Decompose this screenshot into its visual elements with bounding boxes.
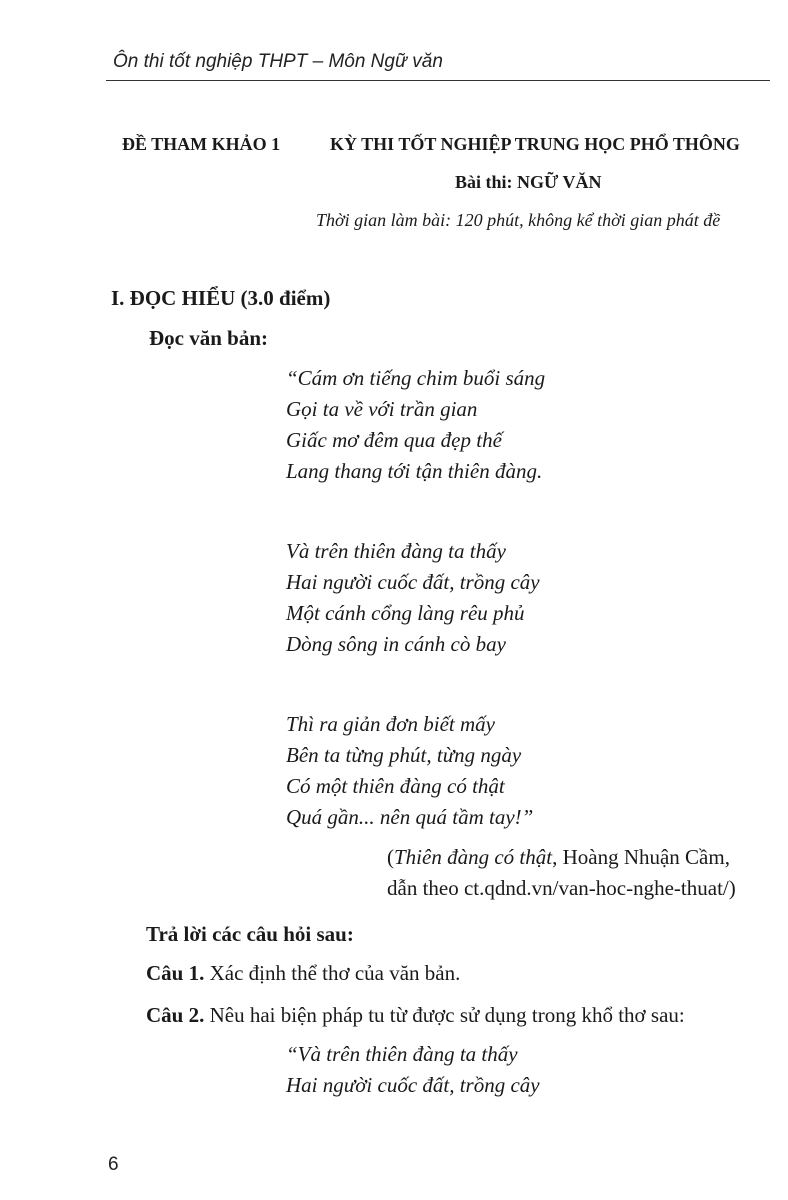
exam-time: Thời gian làm bài: 120 phút, không kể thời gian phát đề <box>316 210 721 230</box>
poem-line: Gọi ta về với trần gian <box>286 397 478 421</box>
question-1 <box>146 961 460 986</box>
source-line2: dẫn theo ct.qdnd.vn/van-hoc-nghe-thuat/) <box>387 876 736 900</box>
question-label: Câu 1. <box>146 961 205 985</box>
page-number: 6 <box>108 1154 119 1175</box>
poem-line: Lang thang tới tận thiên đàng. <box>286 459 543 483</box>
exam-code: ĐỀ THAM KHẢO 1 <box>122 134 281 154</box>
question-label: Câu 2. <box>146 1003 205 1027</box>
question-text: Xác định thể thơ của văn bản. <box>204 961 461 985</box>
quote-line: “Và trên thiên đàng ta thấy <box>286 1042 518 1066</box>
poem-line: Quá gần... nên quá tầm tay!” <box>286 805 534 829</box>
poem-line: Dòng sông in cánh cò bay <box>286 632 506 656</box>
running-header: Ôn thi tốt nghiệp THPT – Môn Ngữ văn <box>113 51 443 72</box>
question-2 <box>146 1003 685 1028</box>
poem-line: Giấc mơ đêm qua đẹp thế <box>286 428 502 452</box>
poem-line: “Cám ơn tiếng chim buổi sáng <box>286 366 546 390</box>
poem-line: Hai người cuốc đất, trồng cây <box>286 570 540 594</box>
poem-line: Thì ra giản đơn biết mấy <box>286 712 495 736</box>
source-open: ( <box>387 845 394 869</box>
poem-line: Bên ta từng phút, từng ngày <box>286 743 522 767</box>
quote-line: Hai người cuốc đất, trồng cây <box>286 1073 540 1097</box>
section-heading: I. ĐỌC HIỂU (3.0 điểm) <box>111 286 331 310</box>
source-author: , Hoàng Nhuận Cầm, <box>552 845 730 869</box>
poem-line: Và trên thiên đàng ta thấy <box>286 539 506 563</box>
header-rule <box>106 80 770 81</box>
exam-subject: Bài thi: NGỮ VĂN <box>455 172 602 192</box>
source-title: Thiên đàng có thật <box>394 845 553 869</box>
read-label: Đọc văn bản: <box>149 326 269 350</box>
poem-source <box>387 845 730 870</box>
poem-line: Có một thiên đàng có thật <box>286 774 505 798</box>
poem-line: Một cánh cổng làng rêu phủ <box>286 601 525 625</box>
questions-heading: Trả lời các câu hỏi sau: <box>146 922 354 946</box>
question-text: Nêu hai biện pháp tu từ được sử dụng trong khổ thơ sau: <box>204 1003 685 1027</box>
exam-title: KỲ THI TỐT NGHIỆP TRUNG HỌC PHỔ THÔNG <box>330 134 740 154</box>
